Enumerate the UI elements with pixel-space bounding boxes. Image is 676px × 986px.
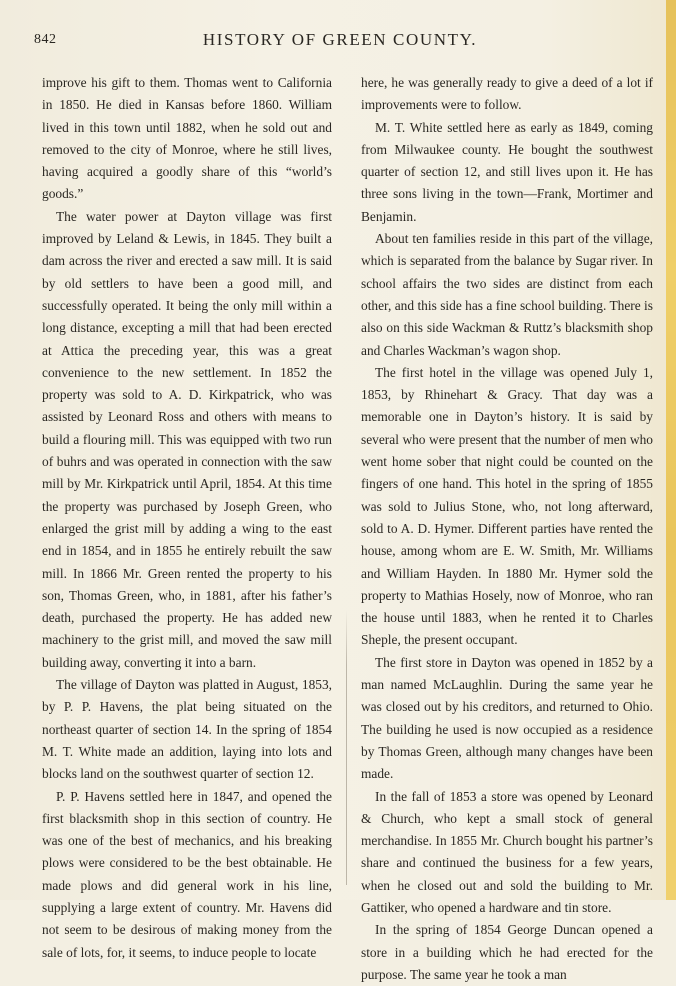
paragraph: The village of Dayton was platted in August, 1853, by P. P. Havens, the plat being situated on the northeast quarter of section 14. In the spring of 1854 M. T. White made an addition, laying into lots and blocks land on the southwest quarter of section 12.	[42, 677, 332, 782]
paragraph: M. T. White settled here as early as 1849, coming from Milwaukee county. He bought the southwest quarter of section 12, and still lives upon it. He has three sons living in the town—Frank, Mortimer and Benjamin.	[361, 119, 653, 224]
page-number: 842	[34, 32, 57, 47]
paragraph: About ten families reside in this part of the village, which is separated from the balance by Sugar river. In school affairs the two sides are distinct from each other, and this side has a fine school building. There is also on this side Wackman & Ruttz’s blacksmith shop and Charles Wackman’s wagon shop.	[361, 231, 653, 358]
paragraph: In the fall of 1853 a store was opened by Leonard & Church, who kept a small stock of general merchandise. In 1855 Mr. Church bought his partner’s share and continued the business for a few years, when he closed out and sold the building to Mr. Gattiker, who opened a hardware and tin store.	[361, 788, 653, 915]
running-header	[30, 30, 650, 52]
paragraph: here, he was generally ready to give a deed of a lot if improvements were to follow.	[361, 75, 653, 113]
paragraph: improve his gift to them. Thomas went to California in 1850. He died in Kansas before 1860. William lived in this town until 1882, when he sold out and removed to the city of Monroe, where he still lives, having acquired a goodly share of this “world’s goods.”	[42, 75, 332, 202]
paragraph: The first hotel in the village was opened July 1, 1853, by Rhinehart & Gracy. That day was a memorable one in Dayton’s history. It is said by several who were present that the number of men who went home sober that night could be counted on the fingers of one hand. This hotel in the spring of 1855 was sold to Julius Stone, who, not long afterward, sold to A. D. Hymer. Different parties have rented the house, among whom are E. W. Smith, Mr. Williams and William Hayden. In 1880 Mr. Hymer sold the property to Mathias Hosely, now of Monroe, who ran the house until 1883, when he rented it to Charles Sheple, the present occupant.	[361, 364, 653, 648]
paragraph: In the spring of 1854 George Duncan opened a store in a building which he had erected for the purpose. The same year he took a man	[361, 922, 653, 982]
column-divider	[346, 610, 347, 885]
paragraph: The first store in Dayton was opened in 1852 by a man named McLaughlin. During the same year he was closed out by his creditors, and returned to Ohio. The building he used is now occupied as a residence by Thomas Green, although many changes have been made.	[361, 654, 653, 782]
page-edge-binding	[666, 0, 676, 900]
running-head-title: HISTORY OF GREEN COUNTY.	[202, 30, 478, 49]
right-text-column	[361, 72, 653, 986]
paragraph: The water power at Dayton village was first improved by Leland & Lewis, in 1845. They built a dam across the river and erected a saw mill. It is said by old settlers to have been a good mill, and successfully operated. It being the only mill within a long distance, excepting a mill that had been erected at Attica the preceding year, this was a great convenience to the new settlement. In 1852 the property was sold to A. D. Kirkpatrick, who was assisted by Leonard Ross and others with means to build a flouring mill. This was equipped with two run of buhrs and was operated in connection with the saw mill by Mr. Kirkpatrick until April, 1854. At this time the property was purchased by Joseph Green, who enlarged the grist mill by adding a wing to the east end in 1854, and in 1855 he entirely rebuilt the saw mill. In 1866 Mr. Green rented the property to his son, Thomas Green, who, in 1881, after his father’s death, purchased the property. He has added new machinery to the grist mill, and moved the saw mill building away, converting it into a barn.	[42, 208, 332, 670]
paragraph: P. P. Havens settled here in 1847, and opened the first blacksmith shop in this section of country. He was one of the best of mechanics, and his breaking plows were considered to be the best obtainable. He made plows and did general work in his line, supplying a large extent of country. Mr. Havens did not seem to be desirous of making money from the sale of lots, for, it seems, to induce people to locate	[42, 788, 332, 960]
left-text-column	[42, 72, 332, 964]
